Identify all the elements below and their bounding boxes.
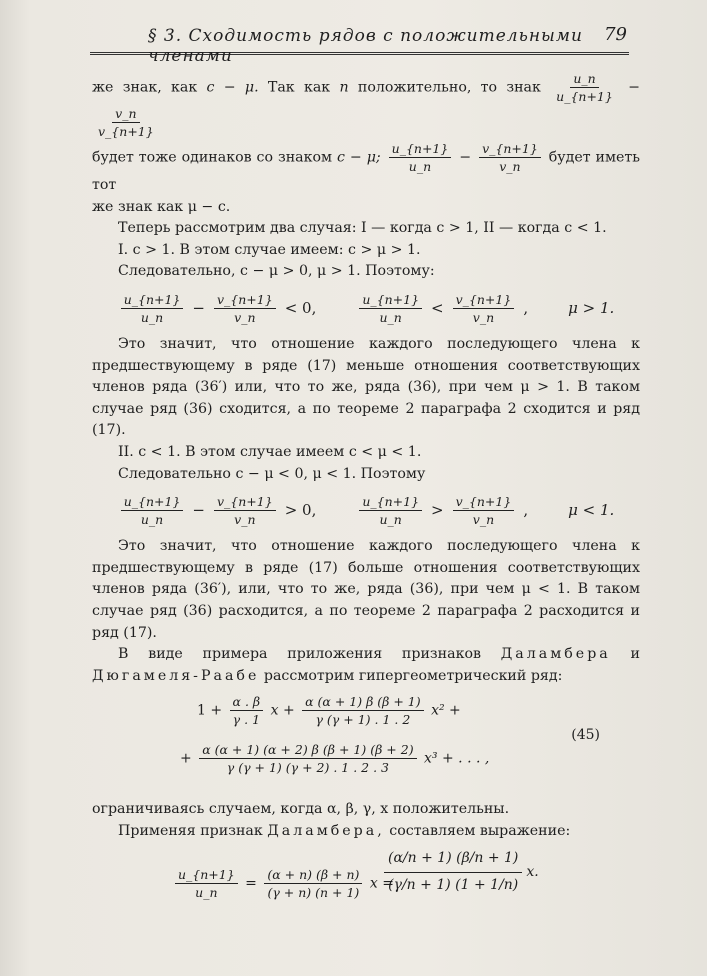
fraction: $\frac{v\_\{n+1\}}{v\_n}$ [479,140,541,175]
formula: c − μ. [206,79,259,96]
para-6: Следовательно, c − μ > 0, μ > 1. Поэтому: [118,263,435,280]
para-13: Применяя признак Даламбера, составляем выражение: [118,822,571,839]
para-8: II. c < 1. В этом случае имеем c < μ < 1. [118,443,422,460]
equation-case-1: $\frac{u\_\{n+1\}}{u\_n}$ − $\frac{v\_\{n+1\}}{v\_n}$ < 0, $\frac{u\_\{n+1\}}{u\_n}$ < $\frac{v\_\{n+1\}}{v\_n}$ , μ > 1. [92,291,640,326]
fraction: $\frac{v\_\{n+1\}}{v\_n}$ [214,493,276,528]
equation-label: (45) [571,727,600,744]
fraction: $\frac{v\_n}{v\_\{n+1\}}$ [98,106,154,139]
fraction: $\frac{v\_\{n+1\}}{v\_n}$ [214,291,276,326]
series-line-2: + $\frac{\alpha (\alpha + 1) (\alpha + 2) \beta (\beta + 1) (\beta + 2)}{\gamma (\gamma + 1) (\gamma + 2) . 1 . 2 . 3}$ x³ + . . . , [180,742,490,776]
fraction: $\frac{u\_\{n+1\}}{u\_n}$ [389,140,452,175]
text: Так как [267,79,331,96]
ratio-right: (α/n + 1) (β/n + 1) (γ/n + 1) (1 + 1/n) x. [384,848,539,896]
text: будет тоже одинаков со знаком [92,149,333,166]
para-11: В виде примера приложения признаков Даламбера и Дюгамеля-Раабе рассмотрим гипергеометрический ряд: [92,646,640,684]
ratio-left: $\frac{u\_\{n+1\}}{u\_n}$ = $\frac{(\alpha + n) (\beta + n)}{(\gamma + n) (n + 1)}$ x = [172,866,394,901]
fraction: $\frac{u\_\{n+1\}}{u\_n}$ [359,291,422,326]
fraction: $\frac{u\_\{n+1\}}{u\_n}$ [359,493,422,528]
formula: c − μ; [337,149,381,166]
para-5: I. c > 1. В этом случае имеем: c > μ > 1. [118,241,421,258]
para-4: Теперь рассмотрим два случая: I — когда c > 1, II — когда c < 1. [118,220,607,237]
para-2: будет тоже одинаков со знаком c − μ; $\frac{u\_\{n+1\}}{u\_n}$ − $\frac{v\_\{n+1\}}{v\_n}$ будет иметь тот [92,141,640,193]
series-line-1: 1 + $\frac{\alpha . \beta}{\gamma . 1}$ x + $\frac{\alpha (\alpha + 1) \beta (\beta + 1)}{\gamma (\gamma + 1) . 1 . 2}$ x² + [197,694,461,728]
equation-case-2: $\frac{u\_\{n+1\}}{u\_n}$ − $\frac{v\_\{n+1\}}{v\_n}$ > 0, $\frac{u\_\{n+1\}}{u\_n}$ > $\frac{v\_\{n+1\}}{v\_n}$ , μ < 1. [92,493,640,528]
fraction: $\frac{u\_n}{u\_\{n+1\}}$ [556,71,613,104]
text: же знак, как [92,79,198,96]
page-number: 79 [604,24,627,45]
para-9: Следовательно c − μ < 0, μ < 1. Поэтому [118,465,426,482]
text: будет иметь тот [92,149,640,193]
header-title: § 3. Сходимость рядов с положительными членами [148,26,583,66]
page-body [92,70,640,938]
fraction: $\frac{u\_\{n+1\}}{u\_n}$ [121,493,184,528]
fraction: $\frac{v\_\{n+1\}}{v\_n}$ [453,291,515,326]
fraction: $\frac{u\_\{n+1\}}{u\_n}$ [121,291,184,326]
hypergeometric-series [92,693,640,793]
fraction: $\frac{v\_\{n+1\}}{v\_n}$ [453,493,515,528]
para-1: же знак, как c − μ. Так как n положительно, то знак $\frac{u\_n}{u\_\{n+1\}}$ − $\frac{v\_n}{v\_\{n+1\}}$ [92,71,641,139]
dalembert-expression [92,848,640,938]
formula: n [339,79,349,96]
text: положительно, то знак [357,79,541,96]
para-3: же знак как μ − c. [92,198,231,215]
running-header [90,22,629,66]
para-12: ограничиваясь случаем, когда α, β, γ, x положительны. [92,801,510,818]
para-7: Это значит, что отношение каждого последующего члена к предшествующему в ряде (17) меньше отношения соответствующих членов ряда (36′) или, что то же, ряда (36), при чем μ > 1. В таком случае ряд (36) сходится, а по теореме 2 параграфа 2 сходится и ряд (17). [92,335,640,439]
para-10: Это значит, что отношение каждого последующего члена к предшествующему в ряде (17) больше отношения соответствующих членов ряда (36′), или, что то же, ряда (36), при чем μ < 1. В таком случае ряд (36) расходится, а по теореме 2 параграфа 2 расходится и ряд (17). [92,538,640,641]
